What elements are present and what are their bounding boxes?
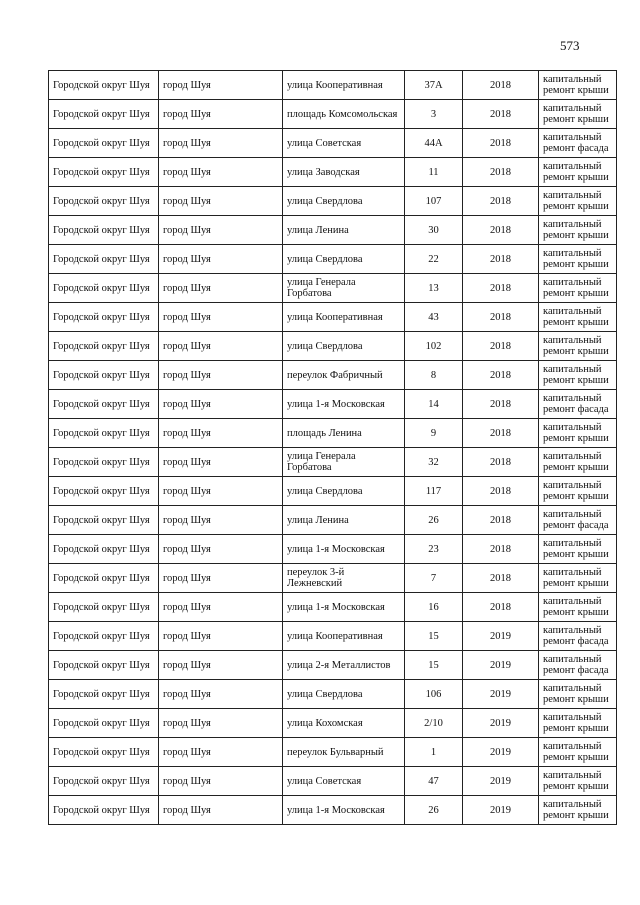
work-type-cell: капитальный ремонт фасада xyxy=(539,651,617,680)
district-cell: Городской округ Шуя xyxy=(49,796,159,825)
table-row xyxy=(49,622,617,651)
street-cell: улица Кооперативная xyxy=(283,71,405,100)
table-row xyxy=(49,796,617,825)
house-number-cell: 2/10 xyxy=(405,709,463,738)
district-cell: Городской округ Шуя xyxy=(49,767,159,796)
house-number-cell: 1 xyxy=(405,738,463,767)
district-cell: Городской округ Шуя xyxy=(49,100,159,129)
district-cell: Городской округ Шуя xyxy=(49,506,159,535)
work-type-cell: капитальный ремонт крыши xyxy=(539,274,617,303)
district-cell: Городской округ Шуя xyxy=(49,332,159,361)
city-cell: город Шуя xyxy=(159,100,283,129)
house-number-cell: 117 xyxy=(405,477,463,506)
work-type-cell: капитальный ремонт фасада xyxy=(539,390,617,419)
year-cell: 2019 xyxy=(463,709,539,738)
street-cell: переулок Бульварный xyxy=(283,738,405,767)
work-type-cell: капитальный ремонт крыши xyxy=(539,709,617,738)
city-cell: город Шуя xyxy=(159,506,283,535)
street-cell: площадь Комсомольская xyxy=(283,100,405,129)
work-type-cell: капитальный ремонт крыши xyxy=(539,767,617,796)
year-cell: 2018 xyxy=(463,448,539,477)
year-cell: 2018 xyxy=(463,361,539,390)
street-cell: улица Кохомская xyxy=(283,709,405,738)
house-number-cell: 37А xyxy=(405,71,463,100)
city-cell: город Шуя xyxy=(159,680,283,709)
district-cell: Городской округ Шуя xyxy=(49,245,159,274)
city-cell: город Шуя xyxy=(159,796,283,825)
street-cell: улица 2-я Металлистов xyxy=(283,651,405,680)
district-cell: Городской округ Шуя xyxy=(49,361,159,390)
city-cell: город Шуя xyxy=(159,71,283,100)
district-cell: Городской округ Шуя xyxy=(49,709,159,738)
year-cell: 2018 xyxy=(463,332,539,361)
street-cell: переулок Фабричный xyxy=(283,361,405,390)
table-row xyxy=(49,448,617,477)
street-cell: улица Ленина xyxy=(283,506,405,535)
district-cell: Городской округ Шуя xyxy=(49,71,159,100)
work-type-cell: капитальный ремонт фасада xyxy=(539,129,617,158)
street-cell: улица Генерала Горбатова xyxy=(283,448,405,477)
table-row xyxy=(49,245,617,274)
year-cell: 2018 xyxy=(463,245,539,274)
city-cell: город Шуя xyxy=(159,303,283,332)
table-row xyxy=(49,767,617,796)
page-number: 573 xyxy=(560,38,580,53)
table-row xyxy=(49,535,617,564)
district-cell: Городской округ Шуя xyxy=(49,448,159,477)
table-row xyxy=(49,477,617,506)
table-row xyxy=(49,274,617,303)
work-type-cell: капитальный ремонт крыши xyxy=(539,477,617,506)
table-row xyxy=(49,419,617,448)
district-cell: Городской округ Шуя xyxy=(49,158,159,187)
house-number-cell: 26 xyxy=(405,796,463,825)
year-cell: 2019 xyxy=(463,738,539,767)
city-cell: город Шуя xyxy=(159,477,283,506)
year-cell: 2018 xyxy=(463,158,539,187)
city-cell: город Шуя xyxy=(159,738,283,767)
city-cell: город Шуя xyxy=(159,187,283,216)
year-cell: 2018 xyxy=(463,593,539,622)
city-cell: город Шуя xyxy=(159,361,283,390)
year-cell: 2018 xyxy=(463,419,539,448)
work-type-cell: капитальный ремонт крыши xyxy=(539,187,617,216)
year-cell: 2018 xyxy=(463,303,539,332)
street-cell: улица Кооперативная xyxy=(283,622,405,651)
house-number-cell: 22 xyxy=(405,245,463,274)
house-number-cell: 14 xyxy=(405,390,463,419)
work-type-cell: капитальный ремонт крыши xyxy=(539,796,617,825)
house-number-cell: 43 xyxy=(405,303,463,332)
street-cell: улица Ленина xyxy=(283,216,405,245)
house-number-cell: 107 xyxy=(405,187,463,216)
district-cell: Городской округ Шуя xyxy=(49,477,159,506)
street-cell: улица 1-я Московская xyxy=(283,593,405,622)
year-cell: 2019 xyxy=(463,796,539,825)
table-row xyxy=(49,332,617,361)
work-type-cell: капитальный ремонт крыши xyxy=(539,216,617,245)
year-cell: 2019 xyxy=(463,680,539,709)
year-cell: 2018 xyxy=(463,216,539,245)
work-type-cell: капитальный ремонт крыши xyxy=(539,71,617,100)
house-number-cell: 11 xyxy=(405,158,463,187)
city-cell: город Шуя xyxy=(159,419,283,448)
city-cell: город Шуя xyxy=(159,622,283,651)
house-number-cell: 15 xyxy=(405,622,463,651)
street-cell: улица Свердлова xyxy=(283,477,405,506)
district-cell: Городской округ Шуя xyxy=(49,216,159,245)
table-row xyxy=(49,361,617,390)
district-cell: Городской округ Шуя xyxy=(49,187,159,216)
table-row xyxy=(49,709,617,738)
street-cell: улица Свердлова xyxy=(283,332,405,361)
street-cell: улица 1-я Московская xyxy=(283,390,405,419)
house-number-cell: 3 xyxy=(405,100,463,129)
work-type-cell: капитальный ремонт крыши xyxy=(539,738,617,767)
street-cell: улица Советская xyxy=(283,129,405,158)
city-cell: город Шуя xyxy=(159,216,283,245)
street-cell: улица 1-я Московская xyxy=(283,535,405,564)
work-type-cell: капитальный ремонт крыши xyxy=(539,535,617,564)
work-type-cell: капитальный ремонт крыши xyxy=(539,593,617,622)
work-type-cell: капитальный ремонт крыши xyxy=(539,303,617,332)
year-cell: 2018 xyxy=(463,187,539,216)
work-type-cell: капитальный ремонт крыши xyxy=(539,564,617,593)
district-cell: Городской округ Шуя xyxy=(49,535,159,564)
house-number-cell: 23 xyxy=(405,535,463,564)
district-cell: Городской округ Шуя xyxy=(49,651,159,680)
house-number-cell: 47 xyxy=(405,767,463,796)
street-cell: улица Свердлова xyxy=(283,680,405,709)
work-type-cell: капитальный ремонт крыши xyxy=(539,419,617,448)
city-cell: город Шуя xyxy=(159,651,283,680)
repair-registry-table xyxy=(48,70,617,825)
street-cell: улица Генерала Горбатова xyxy=(283,274,405,303)
house-number-cell: 30 xyxy=(405,216,463,245)
street-cell: улица Советская xyxy=(283,767,405,796)
city-cell: город Шуя xyxy=(159,535,283,564)
work-type-cell: капитальный ремонт крыши xyxy=(539,100,617,129)
year-cell: 2018 xyxy=(463,100,539,129)
year-cell: 2018 xyxy=(463,71,539,100)
city-cell: город Шуя xyxy=(159,709,283,738)
year-cell: 2018 xyxy=(463,506,539,535)
work-type-cell: капитальный ремонт крыши xyxy=(539,158,617,187)
house-number-cell: 32 xyxy=(405,448,463,477)
table-row xyxy=(49,593,617,622)
city-cell: город Шуя xyxy=(159,767,283,796)
street-cell: площадь Ленина xyxy=(283,419,405,448)
work-type-cell: капитальный ремонт фасада xyxy=(539,622,617,651)
street-cell: улица Кооперативная xyxy=(283,303,405,332)
table-row xyxy=(49,738,617,767)
district-cell: Городской округ Шуя xyxy=(49,129,159,158)
work-type-cell: капитальный ремонт крыши xyxy=(539,680,617,709)
table-row xyxy=(49,564,617,593)
year-cell: 2019 xyxy=(463,767,539,796)
table-row xyxy=(49,129,617,158)
table-row xyxy=(49,100,617,129)
house-number-cell: 9 xyxy=(405,419,463,448)
table-row xyxy=(49,71,617,100)
city-cell: город Шуя xyxy=(159,245,283,274)
house-number-cell: 8 xyxy=(405,361,463,390)
work-type-cell: капитальный ремонт крыши xyxy=(539,361,617,390)
registry-body xyxy=(49,71,617,825)
city-cell: город Шуя xyxy=(159,332,283,361)
year-cell: 2018 xyxy=(463,535,539,564)
year-cell: 2018 xyxy=(463,274,539,303)
city-cell: город Шуя xyxy=(159,158,283,187)
house-number-cell: 7 xyxy=(405,564,463,593)
table-row xyxy=(49,506,617,535)
street-cell: переулок 3-й Лежневский xyxy=(283,564,405,593)
work-type-cell: капитальный ремонт фасада xyxy=(539,506,617,535)
street-cell: улица 1-я Московская xyxy=(283,796,405,825)
city-cell: город Шуя xyxy=(159,593,283,622)
work-type-cell: капитальный ремонт крыши xyxy=(539,332,617,361)
table-row xyxy=(49,390,617,419)
house-number-cell: 26 xyxy=(405,506,463,535)
year-cell: 2018 xyxy=(463,129,539,158)
work-type-cell: капитальный ремонт крыши xyxy=(539,448,617,477)
house-number-cell: 15 xyxy=(405,651,463,680)
table-row xyxy=(49,680,617,709)
work-type-cell: капитальный ремонт крыши xyxy=(539,245,617,274)
table-row xyxy=(49,651,617,680)
district-cell: Городской округ Шуя xyxy=(49,738,159,767)
city-cell: город Шуя xyxy=(159,390,283,419)
house-number-cell: 44А xyxy=(405,129,463,158)
year-cell: 2018 xyxy=(463,477,539,506)
house-number-cell: 16 xyxy=(405,593,463,622)
house-number-cell: 102 xyxy=(405,332,463,361)
year-cell: 2019 xyxy=(463,622,539,651)
table-row xyxy=(49,187,617,216)
district-cell: Городской округ Шуя xyxy=(49,419,159,448)
street-cell: улица Свердлова xyxy=(283,187,405,216)
district-cell: Городской округ Шуя xyxy=(49,593,159,622)
city-cell: город Шуя xyxy=(159,129,283,158)
table-row xyxy=(49,216,617,245)
street-cell: улица Заводская xyxy=(283,158,405,187)
district-cell: Городской округ Шуя xyxy=(49,680,159,709)
district-cell: Городской округ Шуя xyxy=(49,622,159,651)
table-row xyxy=(49,158,617,187)
district-cell: Городской округ Шуя xyxy=(49,274,159,303)
city-cell: город Шуя xyxy=(159,448,283,477)
district-cell: Городской округ Шуя xyxy=(49,564,159,593)
city-cell: город Шуя xyxy=(159,564,283,593)
house-number-cell: 13 xyxy=(405,274,463,303)
street-cell: улица Свердлова xyxy=(283,245,405,274)
year-cell: 2018 xyxy=(463,564,539,593)
city-cell: город Шуя xyxy=(159,274,283,303)
district-cell: Городской округ Шуя xyxy=(49,303,159,332)
year-cell: 2018 xyxy=(463,390,539,419)
year-cell: 2019 xyxy=(463,651,539,680)
house-number-cell: 106 xyxy=(405,680,463,709)
district-cell: Городской округ Шуя xyxy=(49,390,159,419)
table-row xyxy=(49,303,617,332)
